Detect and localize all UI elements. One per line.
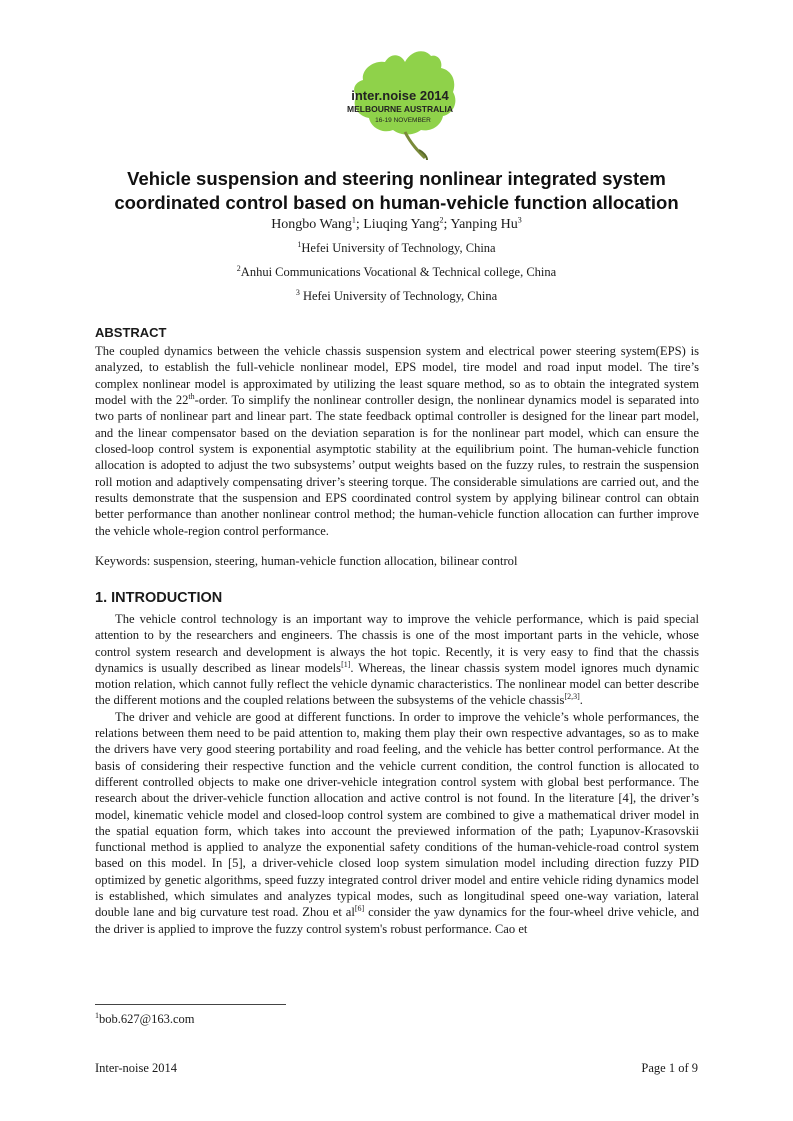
author-3-sup: 3 — [517, 215, 522, 225]
author-list — [60, 217, 733, 233]
abstract-sup: th — [188, 391, 195, 401]
logo-line3: 16-19 NOVEMBER — [375, 117, 431, 124]
abstract-part-1: The coupled dynamics between the vehicle chassis suspension system and electrical power steering system(EPS) is analyzed, to establish the full-vehicle nonlinear model, EPS model, tire model and road input model. The tire’s complex nonlinear model is approximated by utilizing the least square method, so as to obtain the integrated system model with the 22 — [95, 344, 699, 408]
introduction-body — [95, 611, 699, 937]
abstract-heading: ABSTRACT — [95, 325, 167, 340]
intro-paragraph-2 — [95, 709, 699, 937]
footnote — [95, 1012, 195, 1027]
title-line-2: coordinated control based on human-vehicle function allocation — [114, 192, 679, 213]
paper-title — [60, 167, 733, 215]
author-1: Hongbo Wang — [271, 217, 352, 232]
keywords: Keywords: suspension, steering, human-vehicle function allocation, bilinear control — [95, 554, 518, 568]
intro-p1-part-c: . — [579, 693, 583, 708]
abstract-text — [95, 343, 699, 539]
affiliation-3 — [60, 289, 733, 304]
footer-page-number: Page 1 of 9 — [641, 1061, 698, 1075]
intro-paragraph-1 — [95, 611, 699, 709]
affiliation-3-sup: 3 — [295, 287, 300, 297]
author-3: Yanping Hu — [450, 217, 518, 232]
title-line-1: Vehicle suspension and steering nonlinear integrated system — [127, 168, 666, 189]
intro-p2-part-a: The driver and vehicle are good at different functions. In order to improve the vehicle’s whole performances, the relations between them need to be paid attention to, making them play their own respective advantages, so as to make the drivers have very good steering portability and road feeling, and the vehicle has better control performance. At the basis of considering their respective function and the vehicle current condition, the control function is allocated to different controlled objects to make one driver-vehicle integration control system with global best performance. The research about the driver-vehicle function allocation and active control is not found. In the literature [4], the driver’s model, kinematic vehicle model and closed-loop control system are combined to give a mathematical driver model in the spatial equation form, which takes into account the previewed information of the path; Lyapunov-Krasovskii functional method is applied to analyze the exponential safety conditions of the human-vehicle-road control system based on this model. In [5], a driver-vehicle closed loop system simulation model including direction fuzzy PID optimized by genetic algorithms, speed fuzzy integrated control driver model and entire vehicle riding dynamics model is established, which simulates and analyzes typical modes, such as longitudinal speed one-way variation, lateral double lane and big curvature test road. Zhou et al — [95, 709, 699, 920]
affiliation-2-text: Anhui Communications Vocational & Technical college, China — [240, 265, 557, 279]
conference-logo — [333, 40, 467, 162]
affiliation-1 — [60, 241, 733, 256]
logo-line1: inter.noise 2014 — [351, 88, 449, 103]
footer-conference: Inter-noise 2014 — [95, 1061, 178, 1075]
citation-1: [1] — [341, 659, 351, 669]
section-heading-introduction: 1. INTRODUCTION — [95, 590, 223, 606]
author-2: Liuqing Yang — [363, 217, 440, 232]
author-separator: ; — [443, 217, 451, 232]
logo-line2: MELBOURNE AUSTRALIA — [347, 104, 453, 114]
citation-6: [6] — [354, 904, 365, 914]
footnote-email: bob.627@163.com — [99, 1012, 195, 1026]
affiliation-3-text: Hefei University of Technology, China — [299, 289, 498, 303]
citation-2-3: [2,3] — [564, 692, 580, 702]
footnote-sup: 1 — [95, 1010, 99, 1020]
intro-p1-part-a: The vehicle control technology is an important way to improve the vehicle performance, which is paid special attention to by the researchers and engineers. The chassis is one of the most important parts in the vehicle, whose control system research and development is always the hot topic. Recently, it is very easy to find that the chassis dynamics is usually described as linear models — [95, 612, 699, 675]
affiliation-2-sup: 2 — [236, 263, 241, 273]
author-separator: ; — [355, 217, 364, 232]
author-1-sup: 1 — [351, 215, 356, 225]
footnote-rule — [95, 1004, 286, 1005]
author-2-sup: 2 — [439, 215, 444, 225]
intro-p1-part-b: . Whereas, the linear chassis system model ignores much dynamic motion relation, which cannot fully reflect the vehicle dynamic characteristics. The nonlinear model can better describe the different motions and the coupled relations between the subsystems of the vehicle chassis — [95, 660, 699, 708]
intro-p2-part-b: consider the yaw dynamics for the four-wheel drive vehicle, and the driver is applied to improve the fuzzy control system's robust performance. Cao et — [95, 905, 700, 936]
abstract-part-2: -order. To simplify the nonlinear controller design, the nonlinear dynamics model is separated into two parts of nonlinear part and linear part. The state feedback optimal controller is designed for the linear part model, and the linear compensator based on the deviation separation is for the nonlinear part model, which can ensure the closed-loop control system is exponential asymptotic stability at the equilibrium point. The human-vehicle function allocation is adopted to adjust the two subsystems’ output weights based on the fuzzy rules, to restrain the suspension roll motion and adaptively compensating driver’s steering torque. The considerable simulations are carried out, and the results demonstrate that the suspension and EPS coordinated control system by applying bilinear control can obtain better performance than another nonlinear control method; the human-vehicle function allocation can further improve the vehicle whole-region control performance. — [95, 393, 699, 538]
affiliation-1-sup: 1 — [297, 239, 302, 249]
affiliation-1-text: Hefei University of Technology, China — [301, 241, 496, 255]
affiliation-2 — [60, 265, 733, 280]
